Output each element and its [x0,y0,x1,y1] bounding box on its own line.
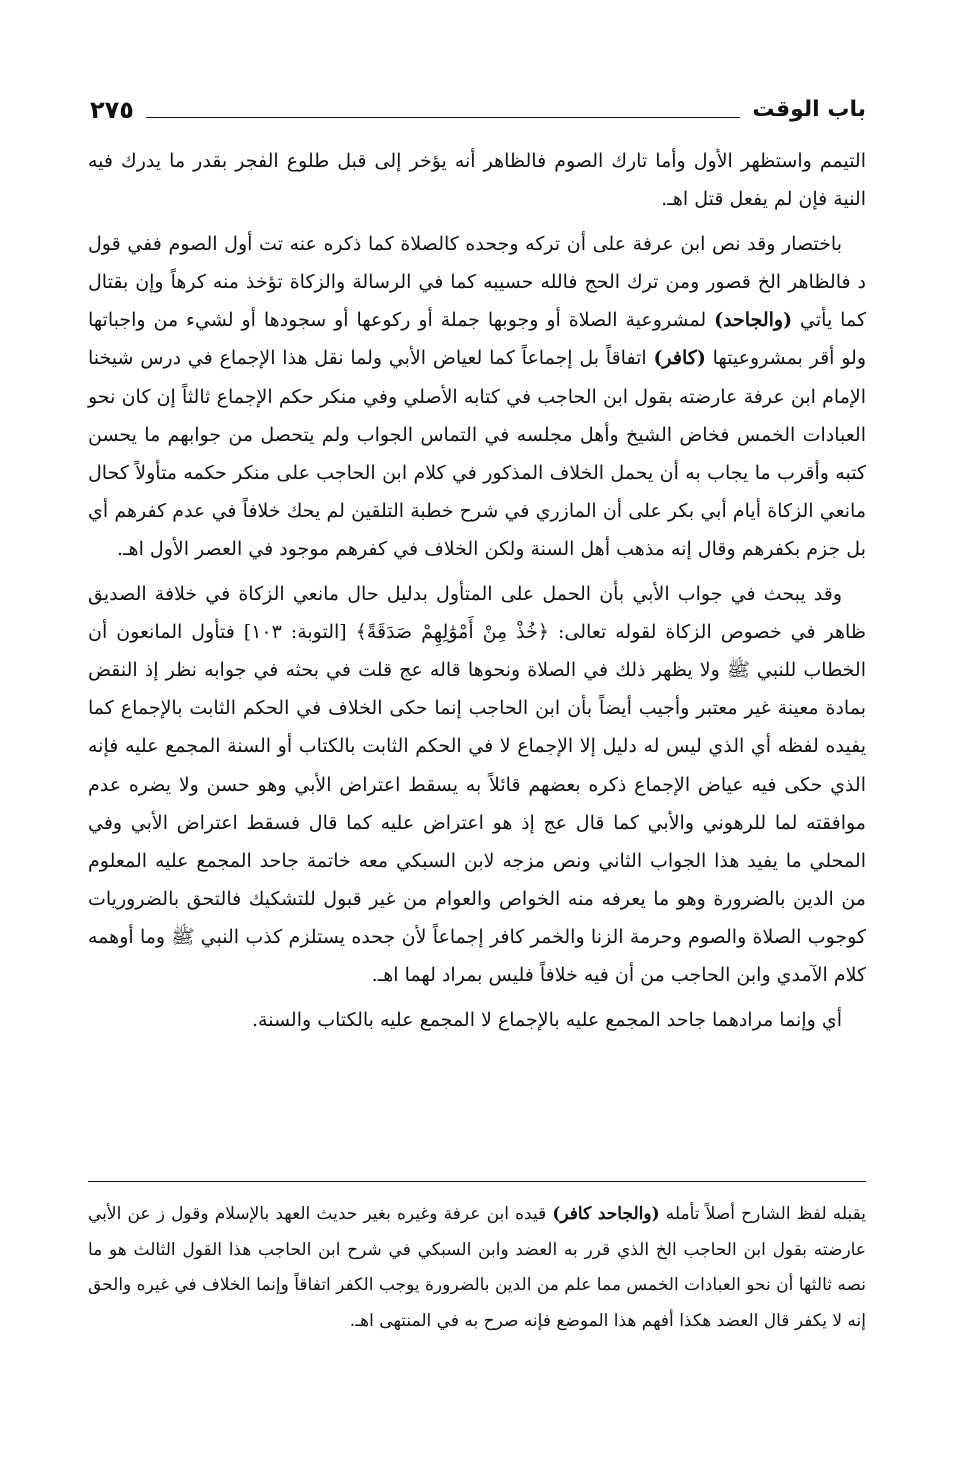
footnote-term: (والجاحد كافر) [552,1204,660,1224]
paragraph-2-text-c: اتفاقاً بل إجماعاً كما لعياض الأبي ولما نقل هذا الإجماع في درس شيخنا الإمام ابن عرفة عارضته بقول ابن الحاجب في كتابه الأصلي وفي منكر حكم الإجماع ثالثاً إن كان نحو العبادات الخمس فخاض الشيخ وأهل مجلسه في التماس الجواب ولم يتحصل من جوابهم ما يحسن كتبه وأقرب ما يجاب به أن يحمل الخلاف المذكور في كلام ابن الحاجب على منكر حكمه متأولاً كحال مانعي الزكاة أيام أبي بكر على أن المازري في شرح خطبة التلقين لم يحك خلافاً في عدم كفرهم أي بل جزم بكفرهم وقال إنه مذهب أهل السنة ولكن الخلاف في كفرهم موجود في العصر الأول اهـ. [88,347,866,560]
term-jahid: (والجاحد) [714,309,793,332]
paragraph-3-text-b: فتأول المانعون أن الخطاب للنبي ﷺ ولا يظهر ذلك في الصلاة ونحوها قاله عج قلت في بحثه في جوابه نظر إذ النقض بمادة معينة غير معتبر وأجيب أيضاً بأن ابن الحاجب إنما حكى الخلاف في الحكم الثابت بالإجماع كما يفيده لفظه أي الذي ليس له دليل إلا الإجماع لا في الحكم الثابت بالكتاب أو السنة المجمع عليه فإنه الذي حكى فيه عياض الإجماع ذكره بعضهم قائلاً به يسقط اعتراض الأبي وهو حسن ولا يضره عدم موافقته لما للرهوني والأبي كما قال عج إذ هو اعتراض عليه كما قال فسقط اعتراض الأبي وفي المحلي ما يفيد هذا الجواب الثاني ونص مزجه لابن السبكي معه خاتمة جاحد المجمع عليه المعلوم من الدين بالضرورة وهو ما يعرفه منه الخواص والعوام من غير قبول للتشكيك فالتحق بالضروريات كوجوب الصلاة والصوم وحرمة الزنا والخمر كافر إجماعاً لأن جحده يستلزم كذب النبي ﷺ وما أوهمه كلام الآمدي وابن الحاجب من أن فيه خلافاً فليس بمراد لهما اهـ. [88,621,866,986]
paragraph-3 [88,575,866,994]
paragraph-2-text-a: باختصار وقد نص ابن عرفة على أن تركه وجحده كالصلاة كما ذكره عنه تت أول الصوم ففي قول د فالظاهر الخ قصور ومن ترك الحج فالله حسيبه كما في الرسالة والزكاة تؤخذ منه كرهاً وإن بقتال كما يأتي [88,233,866,332]
paragraph-4 [88,1001,866,1039]
page-header [90,80,866,124]
footnote-rule [88,1181,866,1182]
paragraph-1 [88,142,866,218]
footnote-text-b: قيده ابن عرفة وغيره بغير حديث العهد بالإسلام وقول ز عن الأبي عارضته بقول ابن الحاجب الخ الذي قرر به العضد وابن السبكي في شرح ابن الحاجب هذا القول الثالث هو ما نصه ثالثها أن نحو العبادات الخمس مما علم من الدين بالضرورة يوجب الكفر اتفاقاً وإنما الخلاف في غيره والحق إنه لا يكفر قال العضد هكذا أفهم هذا الموضع فإنه صرح به في المنتهى اهـ. [88,1204,866,1331]
paragraph-3-text-a: وقد يبحث في جواب الأبي بأن الحمل على المتأول بدليل حال مانعي الزكاة في خلافة الصديق ظاهر في خصوص الزكاة لقوله تعالى: [88,583,866,644]
footnote [88,1197,866,1339]
term-kafir: (كافر) [653,347,706,370]
running-title: باب الوقت [752,97,866,122]
paragraph-1-text: التيمم واستظهر الأول وأما تارك الصوم فالظاهر أنه يؤخر إلى قبل طلوع الفجر بقدر ما يدرك فيه النية فإن لم يفعل قتل اهـ. [88,150,866,211]
paragraph-2-text-b: لمشروعية الصلاة أو وجوبها جملة أو ركوعها أو سجودها أو لشيء من واجباتها ولو أقر بمشروعيتها [88,309,867,370]
quran-verse: ﴿خُذْ مِنْ أَمْوَٰلِهِمْ صَدَقَةً﴾ [355,621,550,644]
main-text [88,142,866,1039]
footnote-text-a: يقبله لفظ الشارح أصلاً تأمله [665,1204,866,1224]
page-number: ٢٧٥ [90,96,134,124]
paragraph-4-text: أي وإنما مرادهما جاحد المجمع عليه بالإجماع لا المجمع عليه بالكتاب والسنة. [252,1009,842,1032]
header-rule [146,117,740,118]
verse-citation: [التوبة: ١٠٣] [243,621,347,644]
footnote-paragraph [88,1197,866,1339]
paragraph-2 [88,225,866,568]
